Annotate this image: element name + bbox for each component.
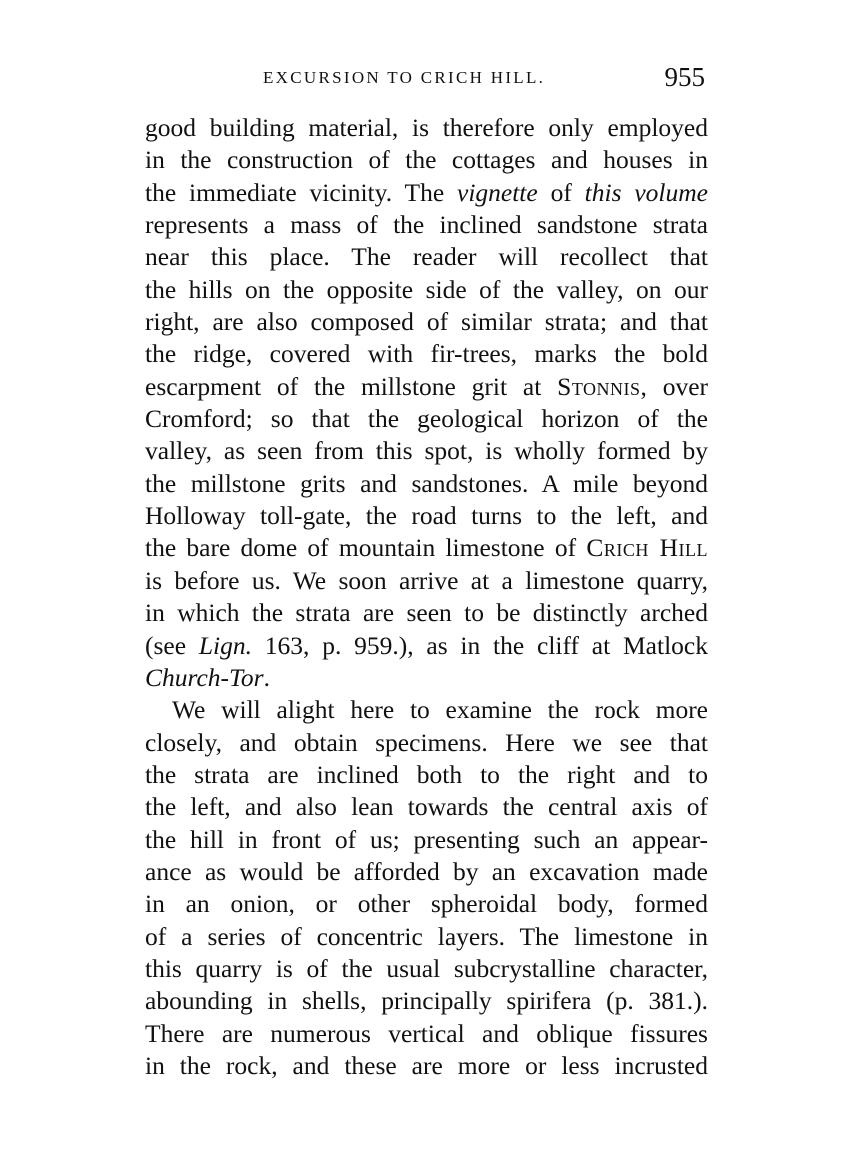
text-line: Church-Tor. xyxy=(145,662,270,692)
text-line: the millstone grits and sandstones. A mile beyond xyxy=(145,468,708,498)
text-line: the immediate vicinity. The vignette of this volume xyxy=(145,177,708,207)
book-page xyxy=(145,62,708,1082)
text-line: (see Lign. 163, p. 959.), as in the cliff at Matlock xyxy=(145,630,708,660)
text-line: There are numerous vertical and oblique fissures xyxy=(145,1018,708,1048)
running-head xyxy=(145,62,708,102)
text-line: valley, as seen from this spot, is wholly formed by xyxy=(145,436,708,466)
text-line: good building material, is therefore only employed xyxy=(145,113,708,142)
place-name: Stonnis xyxy=(557,371,641,401)
running-title: EXCURSION TO CRICH HILL. xyxy=(263,68,546,87)
body-text xyxy=(145,112,708,1082)
text-line: the ridge, covered with fir-trees, marks the bold xyxy=(145,339,708,369)
text-line: escarpment of the millstone grit at Stonnis, over xyxy=(145,371,708,401)
text-line: in the construction of the cottages and houses in xyxy=(145,145,708,175)
text-line: closely, and obtain specimens. Here we see that xyxy=(145,727,708,757)
page-number: 955 xyxy=(664,62,705,92)
text-line: the hill in front of us; presenting such an appear- xyxy=(145,824,708,854)
text-line: the hills on the opposite side of the valley, on our xyxy=(145,274,708,304)
text-line: this quarry is of the usual subcrystalline character, xyxy=(145,953,708,983)
text-line: near this place. The reader will recollect that xyxy=(145,242,708,272)
text-line: the strata are inclined both to the right and to xyxy=(145,759,708,789)
text-line: in the rock, and these are more or less incrusted xyxy=(145,1050,708,1080)
text-line: the left, and also lean towards the central axis of xyxy=(145,792,708,822)
text-line: the bare dome of mountain limestone of Crich Hill xyxy=(145,533,708,563)
text-line: is before us. We soon arrive at a limestone quarry, xyxy=(145,565,708,595)
text-line: of a series of concentric layers. The limestone in xyxy=(145,921,708,951)
text-line: Cromford; so that the geological horizon of the xyxy=(145,404,708,434)
text-line: in an onion, or other spheroidal body, formed xyxy=(145,889,708,919)
text-line: We will alight here to examine the rock more xyxy=(172,695,708,725)
text-line: Holloway toll-gate, the road turns to the left, and xyxy=(145,501,708,531)
text-line: right, are also composed of similar strata; and that xyxy=(145,307,708,337)
text-line: ance as would be afforded by an excavation made xyxy=(145,856,708,886)
text-line: represents a mass of the inclined sandstone strata xyxy=(145,210,708,240)
text-line: abounding in shells, principally spirifera (p. 381.). xyxy=(145,986,708,1016)
italic-term: this volume xyxy=(584,177,708,207)
place-name-italic: Church-Tor xyxy=(145,662,264,692)
place-name: Crich Hill xyxy=(586,533,708,563)
italic-term: vignette xyxy=(457,177,538,207)
text-line: in which the strata are seen to be distinctly arched xyxy=(145,598,708,628)
figure-reference: Lign. xyxy=(198,630,252,660)
